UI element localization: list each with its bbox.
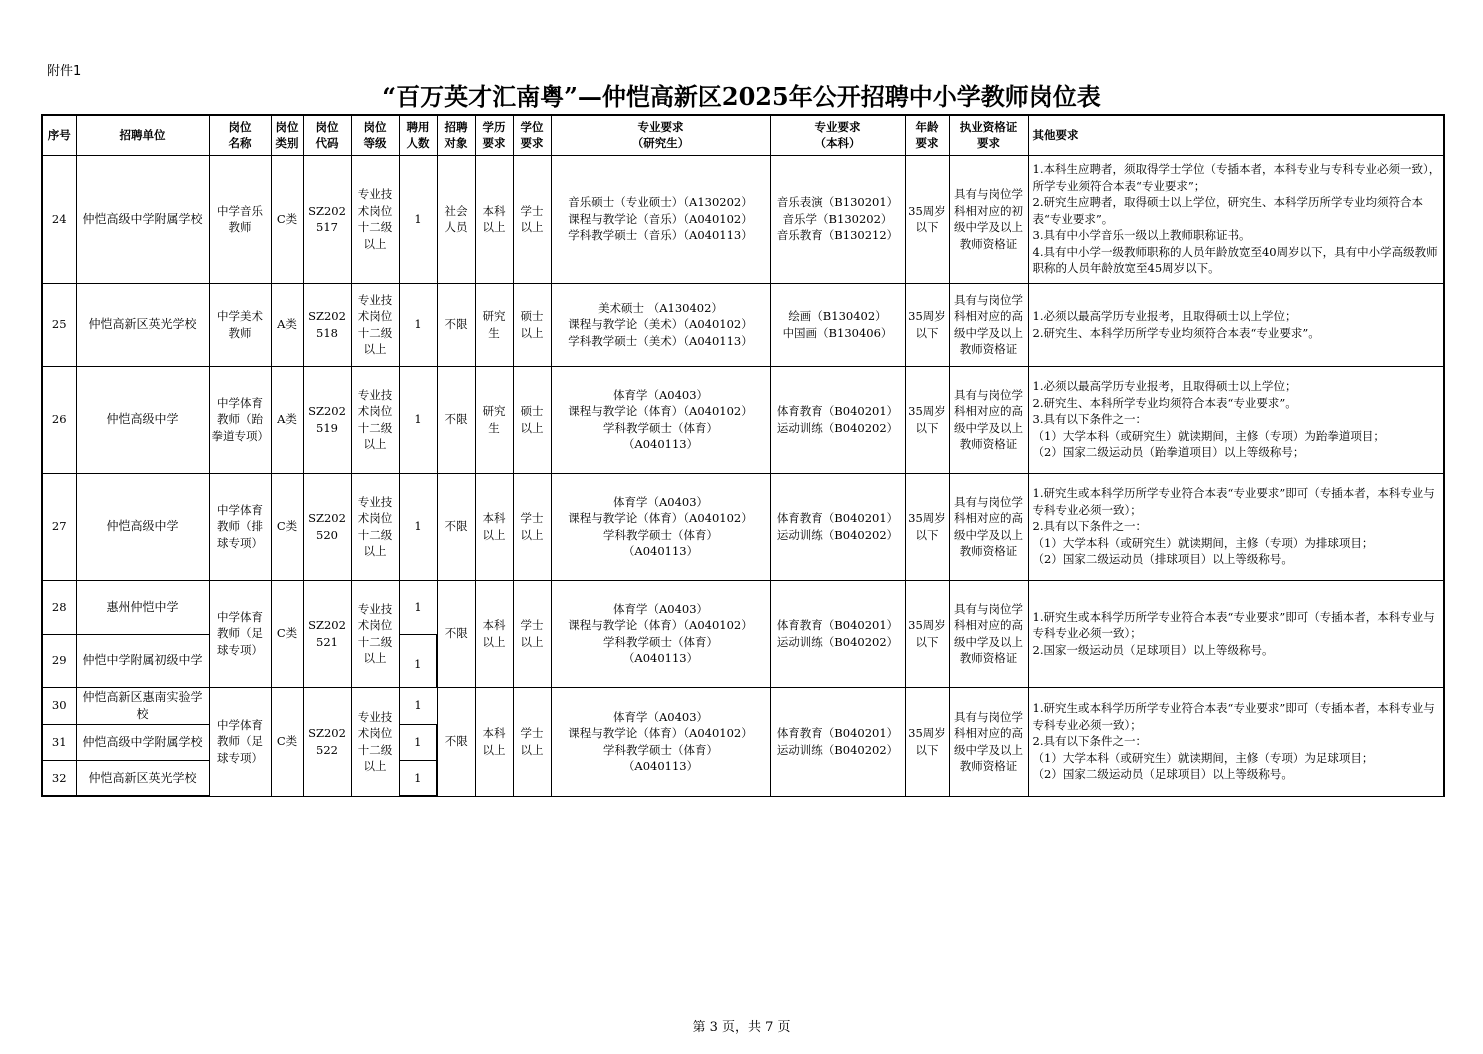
cert-cell: 具有与岗位学科相对应的高级中学及以上教师资格证 bbox=[949, 580, 1028, 687]
header-other: 其他要求 bbox=[1028, 115, 1444, 155]
degree-cell: 硕士以上 bbox=[513, 283, 551, 366]
table-row bbox=[42, 473, 1444, 580]
post-name-cell: 中学美术教师 bbox=[209, 283, 271, 366]
age-cell: 35周岁以下 bbox=[905, 687, 949, 796]
unit-cell: 惠州仲恺中学 bbox=[76, 580, 209, 634]
post-name-cell: 中学体育教师（跆拳道专项） bbox=[209, 366, 271, 473]
seq-cell: 31 bbox=[42, 724, 76, 760]
target-cell: 不限 bbox=[437, 366, 475, 473]
post-code-cell: SZ202517 bbox=[303, 155, 351, 283]
education-cell: 本科以上 bbox=[475, 473, 513, 580]
education-cell: 本科以上 bbox=[475, 687, 513, 796]
post-code-cell: SZ202522 bbox=[303, 687, 351, 796]
count-cell: 1 bbox=[399, 634, 437, 687]
target-cell: 不限 bbox=[437, 580, 475, 687]
major-ug-cell: 体育教育（B040201） 运动训练（B040202） bbox=[770, 473, 905, 580]
major-grad-cell: 体育学（A0403） 课程与教学论（体育）（A040102） 学科教学硕士（体育） （A040113） bbox=[551, 473, 770, 580]
major-grad-cell: 体育学（A0403） 课程与教学论（体育）（A040102） 学科教学硕士（体育） （A040113） bbox=[551, 580, 770, 687]
count-cell: 1 bbox=[399, 366, 437, 473]
post-name-cell: 中学体育教师（足球专项） bbox=[209, 580, 271, 687]
seq-cell: 32 bbox=[42, 760, 76, 796]
degree-cell: 学士以上 bbox=[513, 687, 551, 796]
seq-cell: 24 bbox=[42, 155, 76, 283]
seq-cell: 30 bbox=[42, 687, 76, 724]
unit-cell: 仲恺高级中学附属学校 bbox=[76, 155, 209, 283]
other-cell: 1.研究生或本科学历所学专业符合本表“专业要求”即可（专插本者，本科专业与专科专业必须一致）； 2.具有以下条件之一： （1）大学本科（或研究生）就读期间，主修（专项）为排球项目； （2）国家二级运动员（排球项目）以上等级称号。 bbox=[1028, 473, 1444, 580]
degree-cell: 学士以上 bbox=[513, 155, 551, 283]
count-cell: 1 bbox=[399, 473, 437, 580]
other-cell: 1.必须以最高学历专业报考，且取得硕士以上学位； 2.研究生、本科学历所学专业均须符合本表“专业要求”。 bbox=[1028, 283, 1444, 366]
table-row bbox=[42, 283, 1444, 366]
post-level-cell: 专业技术岗位十二级以上 bbox=[351, 473, 399, 580]
unit-cell: 仲恺高新区英光学校 bbox=[76, 760, 209, 796]
table-row bbox=[42, 580, 1444, 634]
post-code-cell: SZ202520 bbox=[303, 473, 351, 580]
header-education: 学历 要求 bbox=[475, 115, 513, 155]
education-cell: 本科以上 bbox=[475, 580, 513, 687]
header-post-type: 岗位 类别 bbox=[271, 115, 303, 155]
header-major-grad: 专业要求 （研究生） bbox=[551, 115, 770, 155]
other-cell: 1.研究生或本科学历所学专业符合本表“专业要求”即可（专插本者，本科专业与专科专业必须一致）； 2.国家一级运动员（足球项目）以上等级称号。 bbox=[1028, 580, 1444, 687]
age-cell: 35周岁以下 bbox=[905, 283, 949, 366]
count-cell: 1 bbox=[399, 760, 437, 796]
education-cell: 研究生 bbox=[475, 366, 513, 473]
cert-cell: 具有与岗位学科相对应的高级中学及以上教师资格证 bbox=[949, 366, 1028, 473]
major-grad-cell: 音乐硕士（专业硕士）（A130202） 课程与教学论（音乐）（A040102） 学科教学硕士（音乐）（A040113） bbox=[551, 155, 770, 283]
header-post-level: 岗位 等级 bbox=[351, 115, 399, 155]
major-ug-cell: 体育教育（B040201） 运动训练（B040202） bbox=[770, 366, 905, 473]
major-ug-cell: 体育教育（B040201） 运动训练（B040202） bbox=[770, 580, 905, 687]
count-cell: 1 bbox=[399, 687, 437, 724]
header-degree: 学位 要求 bbox=[513, 115, 551, 155]
target-cell: 不限 bbox=[437, 687, 475, 796]
post-level-cell: 专业技术岗位十二级以上 bbox=[351, 687, 399, 796]
header-row bbox=[42, 115, 1444, 155]
cert-cell: 具有与岗位学科相对应的高级中学及以上教师资格证 bbox=[949, 283, 1028, 366]
count-cell: 1 bbox=[399, 155, 437, 283]
table-row bbox=[42, 366, 1444, 473]
unit-cell: 仲恺中学附属初级中学 bbox=[76, 634, 209, 687]
cert-cell: 具有与岗位学科相对应的高级中学及以上教师资格证 bbox=[949, 687, 1028, 796]
target-cell: 不限 bbox=[437, 473, 475, 580]
post-code-cell: SZ202519 bbox=[303, 366, 351, 473]
cert-cell: 具有与岗位学科相对应的高级中学及以上教师资格证 bbox=[949, 473, 1028, 580]
unit-cell: 仲恺高级中学 bbox=[76, 473, 209, 580]
seq-cell: 25 bbox=[42, 283, 76, 366]
seq-cell: 27 bbox=[42, 473, 76, 580]
major-ug-cell: 音乐表演（B130201） 音乐学（B130202） 音乐教育（B130212） bbox=[770, 155, 905, 283]
count-cell: 1 bbox=[399, 724, 437, 760]
header-seq: 序号 bbox=[42, 115, 76, 155]
post-name-cell: 中学体育教师（足球专项） bbox=[209, 687, 271, 796]
post-code-cell: SZ202521 bbox=[303, 580, 351, 687]
degree-cell: 学士以上 bbox=[513, 580, 551, 687]
post-level-cell: 专业技术岗位十二级以上 bbox=[351, 155, 399, 283]
header-age: 年龄 要求 bbox=[905, 115, 949, 155]
major-grad-cell: 美术硕士 （A130402） 课程与教学论（美术）（A040102） 学科教学硕士（美术）（A040113） bbox=[551, 283, 770, 366]
degree-cell: 硕士以上 bbox=[513, 366, 551, 473]
post-level-cell: 专业技术岗位十二级以上 bbox=[351, 366, 399, 473]
table-row bbox=[42, 687, 1444, 724]
unit-cell: 仲恺高新区英光学校 bbox=[76, 283, 209, 366]
header-major-ug: 专业要求 （本科） bbox=[770, 115, 905, 155]
post-code-cell: SZ202518 bbox=[303, 283, 351, 366]
education-cell: 研究生 bbox=[475, 283, 513, 366]
header-count: 聘用 人数 bbox=[399, 115, 437, 155]
cert-cell: 具有与岗位学科相对应的初级中学及以上教师资格证 bbox=[949, 155, 1028, 283]
seq-cell: 28 bbox=[42, 580, 76, 634]
education-cell: 本科以上 bbox=[475, 155, 513, 283]
major-ug-cell: 体育教育（B040201） 运动训练（B040202） bbox=[770, 687, 905, 796]
attachment-label: 附件1 bbox=[47, 64, 82, 79]
header-post-name: 岗位 名称 bbox=[209, 115, 271, 155]
header-unit: 招聘单位 bbox=[76, 115, 209, 155]
other-cell: 1.必须以最高学历专业报考，且取得硕士以上学位； 2.研究生、本科所学专业均须符合本表“专业要求”。 3.具有以下条件之一： （1）大学本科（或研究生）就读期间，主修（专项）为跆拳道项目； （2）国家二级运动员（跆拳道项目）以上等级称号； bbox=[1028, 366, 1444, 473]
post-name-cell: 中学音乐教师 bbox=[209, 155, 271, 283]
age-cell: 35周岁以下 bbox=[905, 366, 949, 473]
post-type-cell: A类 bbox=[271, 283, 303, 366]
age-cell: 35周岁以下 bbox=[905, 155, 949, 283]
other-cell: 1.本科生应聘者，须取得学士学位（专插本者，本科专业与专科专业必须一致），所学专业须符合本表“专业要求”； 2.研究生应聘者，取得硕士以上学位，研究生、本科学历所学专业均须符合本表“专业要求”。 3.具有中小学音乐一级以上教师职称证书。 4.具有中小学一级教师职称的人员年龄放宽至40周岁以下，具有中小学高级教师职称的人员年龄放宽至45周岁以下。 bbox=[1028, 155, 1444, 283]
major-grad-cell: 体育学（A0403） 课程与教学论（体育）（A040102） 学科教学硕士（体育） （A040113） bbox=[551, 366, 770, 473]
count-cell: 1 bbox=[399, 580, 437, 634]
page-number: 第 3 页，共 7 页 bbox=[692, 1020, 791, 1035]
post-type-cell: A类 bbox=[271, 366, 303, 473]
count-cell: 1 bbox=[399, 283, 437, 366]
header-target: 招聘 对象 bbox=[437, 115, 475, 155]
post-type-cell: C类 bbox=[271, 580, 303, 687]
post-level-cell: 专业技术岗位十二级以上 bbox=[351, 283, 399, 366]
post-name-cell: 中学体育教师（排球专项） bbox=[209, 473, 271, 580]
age-cell: 35周岁以下 bbox=[905, 473, 949, 580]
target-cell: 不限 bbox=[437, 283, 475, 366]
degree-cell: 学士以上 bbox=[513, 473, 551, 580]
table-row bbox=[42, 155, 1444, 283]
major-ug-cell: 绘画（B130402） 中国画（B130406） bbox=[770, 283, 905, 366]
header-cert: 执业资格证 要求 bbox=[949, 115, 1028, 155]
age-cell: 35周岁以下 bbox=[905, 580, 949, 687]
seq-cell: 26 bbox=[42, 366, 76, 473]
major-grad-cell: 体育学（A0403） 课程与教学论（体育）（A040102） 学科教学硕士（体育） （A040113） bbox=[551, 687, 770, 796]
seq-cell: 29 bbox=[42, 634, 76, 687]
unit-cell: 仲恺高新区惠南实验学校 bbox=[76, 687, 209, 724]
post-type-cell: C类 bbox=[271, 473, 303, 580]
job-positions-table bbox=[41, 114, 1445, 797]
header-post-code: 岗位 代码 bbox=[303, 115, 351, 155]
target-cell: 社会人员 bbox=[437, 155, 475, 283]
post-type-cell: C类 bbox=[271, 687, 303, 796]
post-type-cell: C类 bbox=[271, 155, 303, 283]
unit-cell: 仲恺高级中学附属学校 bbox=[76, 724, 209, 760]
other-cell: 1.研究生或本科学历所学专业符合本表“专业要求”即可（专插本者，本科专业与专科专业必须一致）； 2.具有以下条件之一： （1）大学本科（或研究生）就读期间，主修（专项）为足球项目； （2）国家二级运动员（足球项目）以上等级称号。 bbox=[1028, 687, 1444, 796]
page-title: “百万英才汇南粤”—仲恺高新区2025年公开招聘中小学教师岗位表 bbox=[382, 82, 1101, 111]
post-level-cell: 专业技术岗位十二级以上 bbox=[351, 580, 399, 687]
unit-cell: 仲恺高级中学 bbox=[76, 366, 209, 473]
